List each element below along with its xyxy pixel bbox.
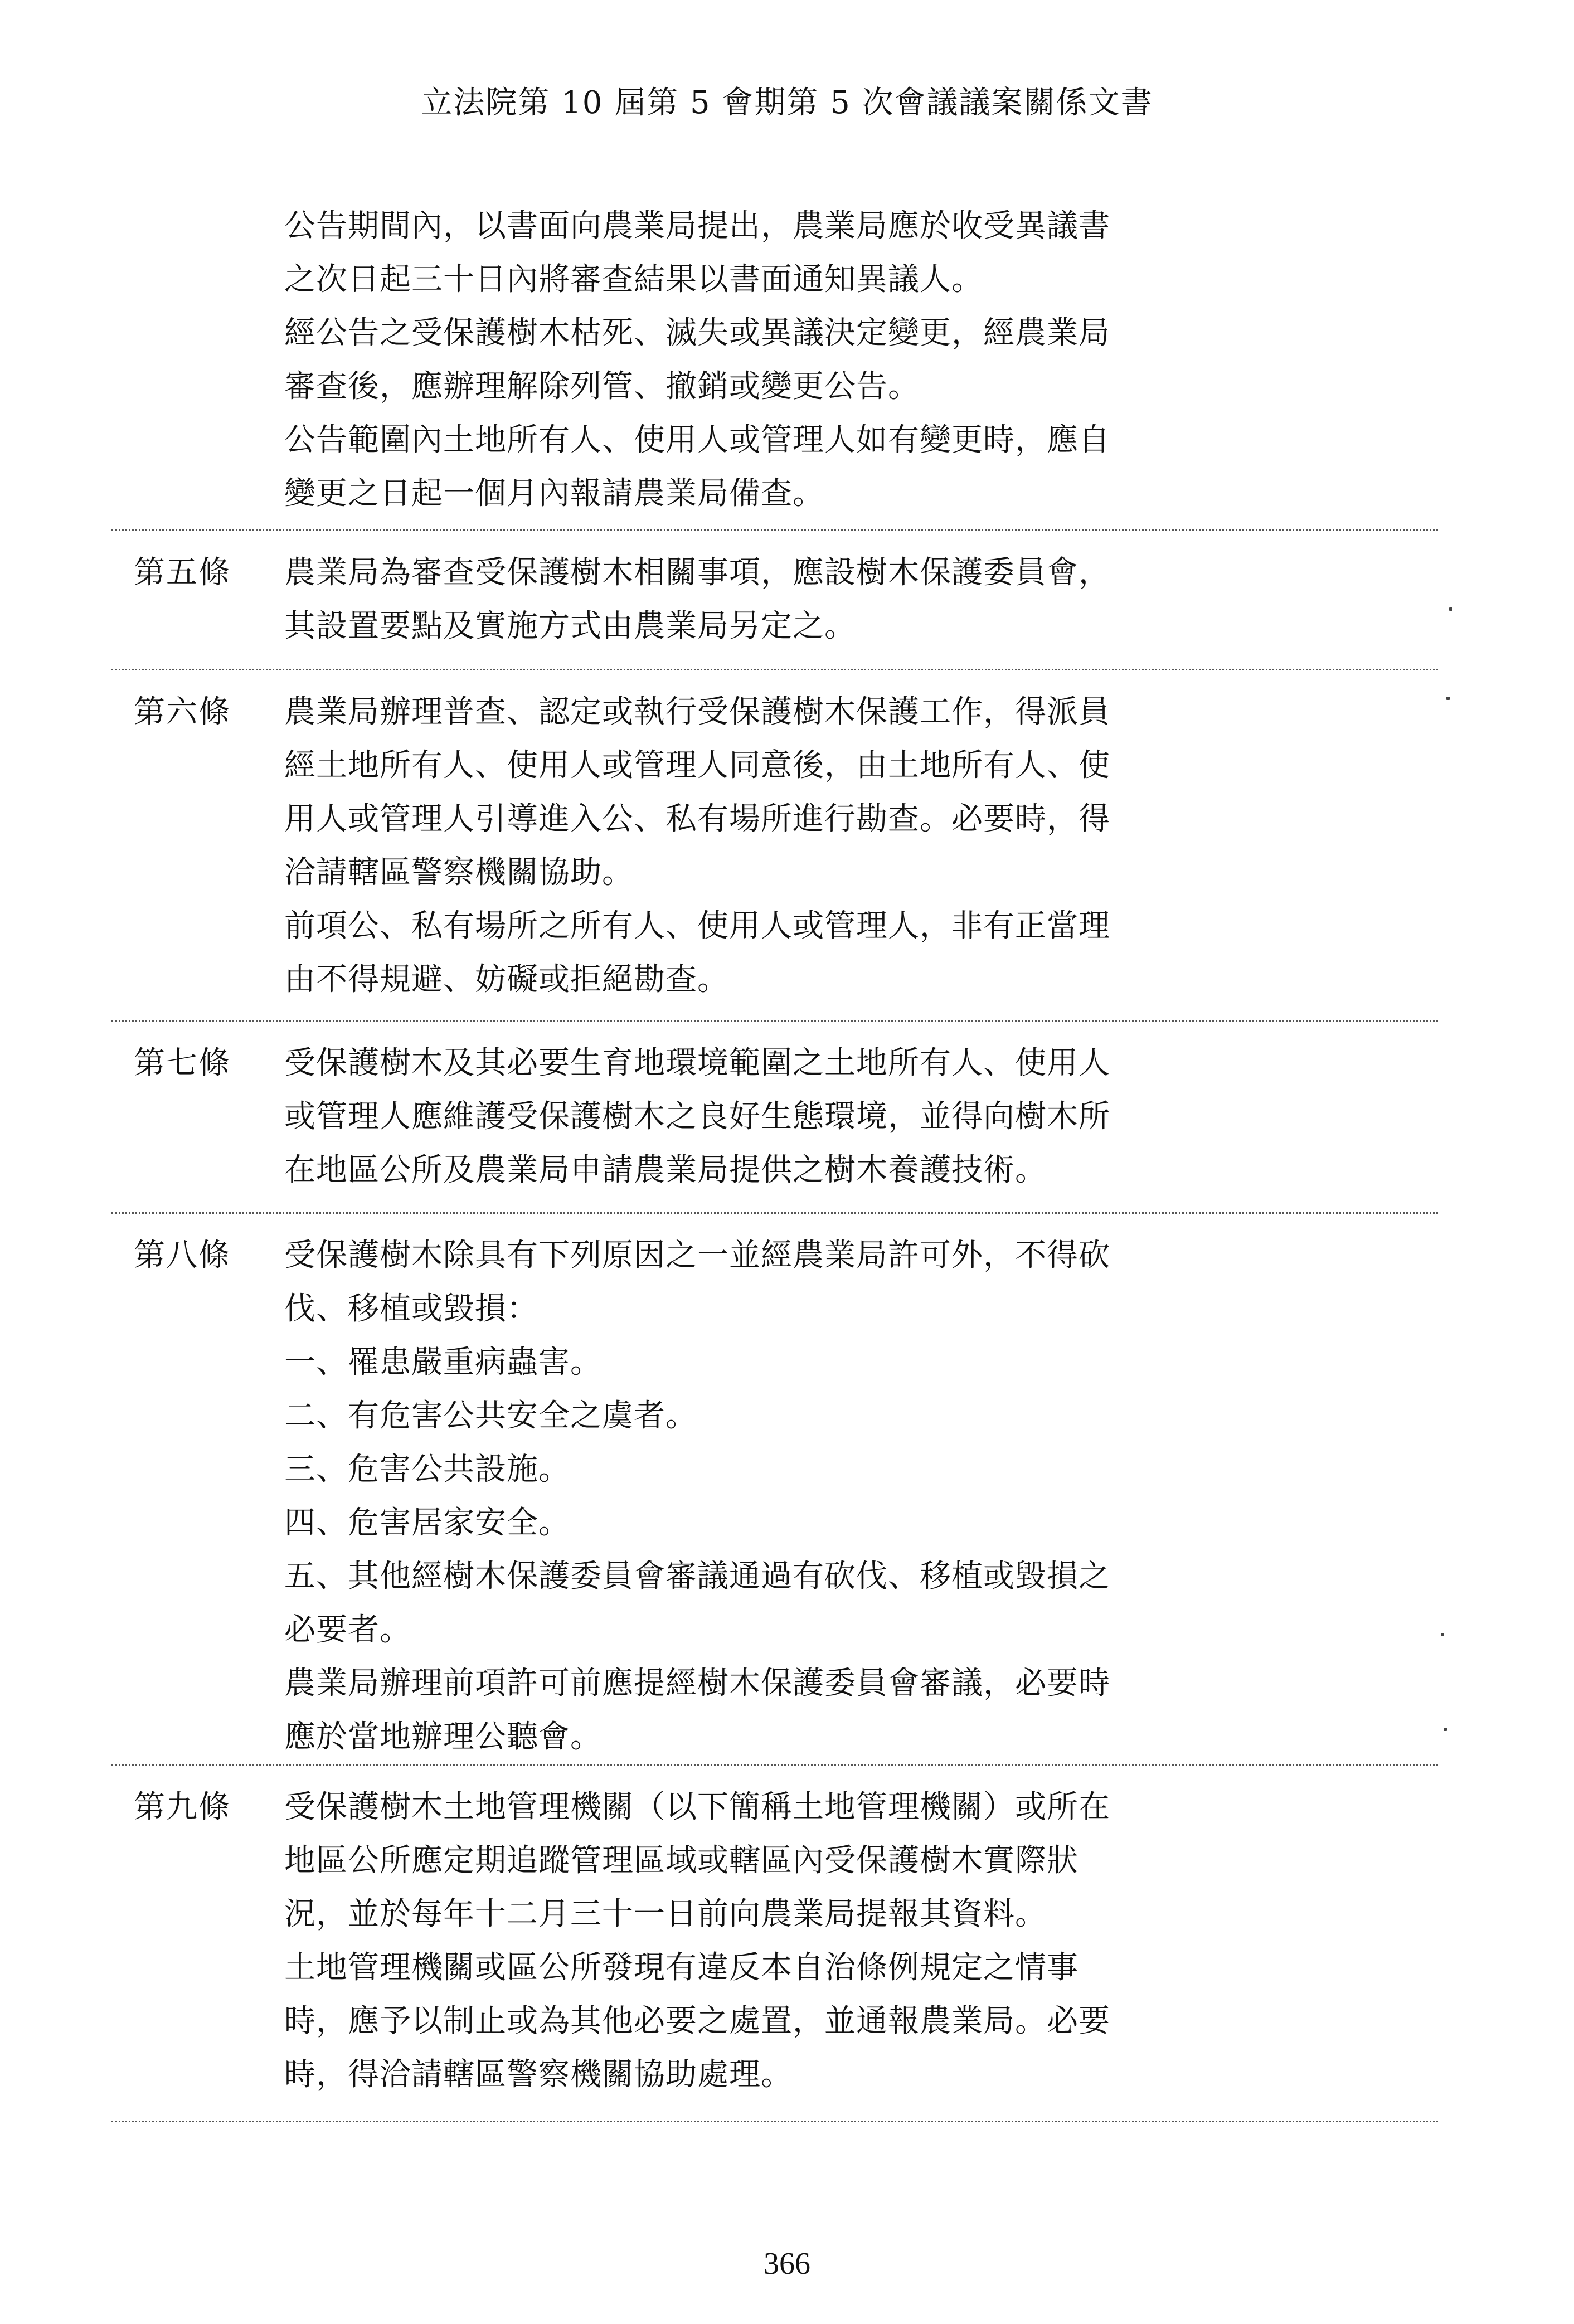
- paragraph: 農業局為審查受保護樹木相關事項，應設樹木保護委員會，其設置要點及實施方式由農業局另定之。: [284, 555, 1110, 644]
- section-divider: [111, 529, 1438, 531]
- article-body: [284, 685, 1115, 1007]
- list-item: 四、危害居家安全。: [284, 1505, 570, 1541]
- paragraph: 農業局辦理前項許可前應提經樹木保護委員會審議，必要時應於當地辦理公聽會。: [284, 1665, 1110, 1755]
- paragraph: 土地管理機關或區公所發現有違反本自治條例規定之情事時，應予以制止或為其他必要之處置，並通報農業局。必要時，得洽請轄區警察機關協助處理。: [284, 1949, 1110, 2093]
- paragraph: 公告範圍內土地所有人、使用人或管理人如有變更時，應自變更之日起一個月內報請農業局備查。: [284, 422, 1110, 512]
- continued-article-text: [284, 200, 1115, 521]
- scan-speck: [1441, 1633, 1444, 1636]
- list-item: 二、有危害公共安全之虞者。: [284, 1398, 697, 1434]
- paragraph: 公告期間內，以書面向農業局提出，農業局應於收受異議書之次日起三十日內將審查結果以書面通知異議人。: [284, 208, 1110, 298]
- section-divider: [111, 1212, 1438, 1214]
- paragraph: 受保護樹木除具有下列原因之一並經農業局許可外，不得砍伐、移植或毀損：: [284, 1237, 1110, 1327]
- article-label: 第五條: [134, 555, 231, 591]
- section-divider: [111, 669, 1438, 670]
- article-label: 第八條: [134, 1237, 231, 1273]
- article-label: 第九條: [134, 1789, 231, 1825]
- article-label: 第六條: [134, 694, 231, 730]
- article-body: [284, 1781, 1115, 2102]
- section-divider: [111, 2121, 1438, 2122]
- article-label: 第七條: [134, 1045, 231, 1081]
- scan-speck: [1444, 1728, 1447, 1731]
- paragraph: 前項公、私有場所之所有人、使用人或管理人，非有正當理由不得規避、妨礙或拒絕勘查。: [284, 908, 1110, 998]
- article-body: [284, 546, 1115, 653]
- section-divider: [111, 1764, 1438, 1766]
- paragraph: 經公告之受保護樹木枯死、滅失或異議決定變更，經農業局審查後，應辦理解除列管、撤銷或變更公告。: [284, 315, 1110, 405]
- paragraph: 農業局辦理普查、認定或執行受保護樹木保護工作，得派員經土地所有人、使用人或管理人同意後，由土地所有人、使用人或管理人引導進入公、私有場所進行勘查。必要時，得洽請轄區警察機關協助。: [284, 694, 1110, 891]
- list-item: 三、危害公共設施。: [284, 1451, 570, 1487]
- list-item: 一、罹患嚴重病蟲害。: [284, 1344, 602, 1380]
- scan-speck: [1449, 607, 1452, 611]
- scan-speck: [1446, 697, 1450, 700]
- article-body: [284, 1229, 1115, 1764]
- list-item: 五、其他經樹木保護委員會審議通過有砍伐、移植或毀損之必要者。: [284, 1558, 1110, 1648]
- page-number: 366: [764, 2247, 810, 2281]
- running-header: 立法院第 10 屆第 5 會期第 5 次會議議案關係文書: [421, 85, 1153, 121]
- section-divider: [111, 1020, 1438, 1022]
- paragraph: 受保護樹木及其必要生育地環境範圍之土地所有人、使用人或管理人應維護受保護樹木之良好生態環境，並得向樹木所在地區公所及農業局申請農業局提供之樹木養護技術。: [284, 1045, 1110, 1188]
- article-body: [284, 1037, 1115, 1197]
- paragraph: 受保護樹木土地管理機關（以下簡稱土地管理機關）或所在地區公所應定期追蹤管理區域或轄區內受保護樹木實際狀況，並於每年十二月三十一日前向農業局提報其資料。: [284, 1789, 1110, 1932]
